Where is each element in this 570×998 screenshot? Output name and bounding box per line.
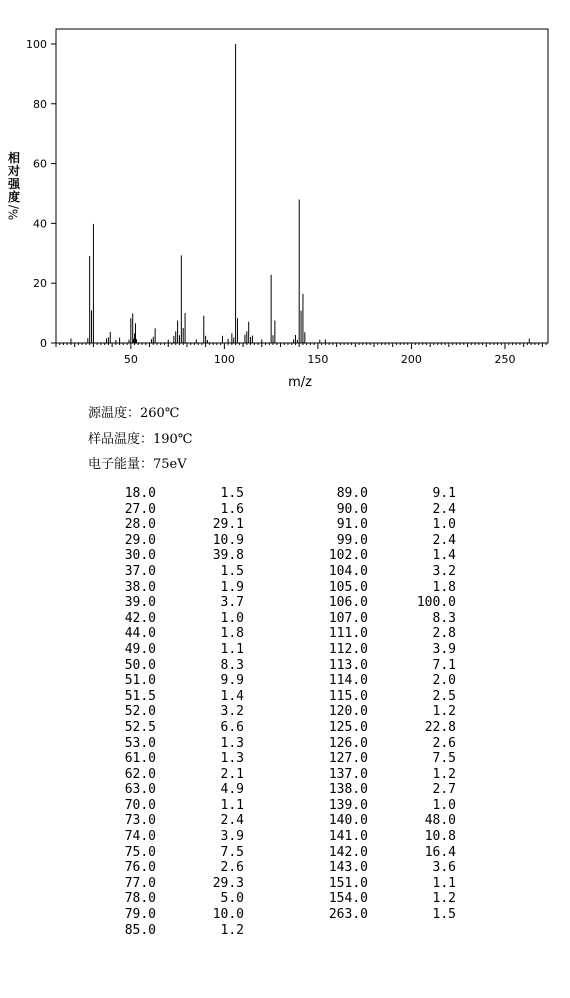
mz-value: 106.0 [328, 595, 368, 611]
intensity-value: 22.8 [424, 719, 456, 735]
mz-value: 52.0 [124, 704, 156, 720]
intensity-value: 2.7 [432, 782, 456, 798]
intensity-value: 1.1 [432, 875, 456, 891]
table-row [94, 860, 244, 876]
table-row [94, 751, 244, 767]
y-tick-label: 80 [33, 97, 47, 111]
intensity-value: 48.0 [424, 813, 456, 829]
mz-value: 73.0 [124, 813, 156, 829]
mz-value: 38.0 [124, 579, 156, 595]
intensity-value: 8.3 [432, 610, 456, 626]
spectrum-peaks [71, 44, 529, 343]
intensity-value: 1.0 [432, 517, 456, 533]
mz-value: 74.0 [124, 829, 156, 845]
table-row [306, 642, 456, 658]
table-row [306, 517, 456, 533]
mz-value: 18.0 [124, 486, 156, 501]
mz-value: 89.0 [336, 486, 368, 501]
mz-value: 75.0 [124, 844, 156, 860]
intensity-value: 7.5 [432, 751, 456, 767]
intensity-value: 1.5 [220, 563, 244, 579]
mz-value: 127.0 [328, 751, 368, 767]
intensity-value: 2.6 [220, 860, 244, 876]
y-tick-label: 0 [40, 337, 47, 350]
mz-value: 51.5 [124, 688, 156, 704]
intensity-value: 1.4 [432, 548, 456, 564]
mz-value: 115.0 [328, 688, 368, 704]
x-tick-label: 50 [123, 353, 138, 366]
table-row [94, 891, 244, 907]
intensity-value: 10.8 [424, 829, 456, 845]
mz-value: 142.0 [328, 844, 368, 860]
mz-value: 126.0 [328, 735, 368, 751]
intensity-value: 9.1 [432, 486, 456, 501]
mz-value: 28.0 [124, 517, 156, 533]
intensity-value: 1.6 [220, 501, 244, 517]
table-row [306, 891, 456, 907]
table-row [306, 751, 456, 767]
table-row [94, 658, 244, 674]
x-tick-label: 200 [400, 353, 422, 366]
table-row [306, 704, 456, 720]
mz-value: 90.0 [336, 501, 368, 517]
intensity-value: 1.0 [432, 797, 456, 813]
table-row [94, 907, 244, 923]
mz-value: 79.0 [124, 907, 156, 923]
intensity-value: 2.6 [432, 735, 456, 751]
intensity-value: 1.9 [220, 579, 244, 595]
intensity-value: 10.9 [212, 532, 244, 548]
table-row [306, 782, 456, 798]
mz-value: 50.0 [124, 657, 156, 673]
mz-value: 44.0 [124, 626, 156, 642]
mz-value: 99.0 [336, 532, 368, 548]
electron-energy: 电子能量：75eV [88, 457, 187, 472]
table-row [94, 502, 244, 518]
intensity-value: 1.8 [220, 626, 244, 642]
plot-frame [56, 29, 548, 343]
table-row [306, 720, 456, 736]
intensity-value: 5.0 [220, 891, 244, 907]
intensity-value: 7.1 [432, 657, 456, 673]
mz-value: 49.0 [124, 641, 156, 657]
table-row [94, 689, 244, 705]
table-row [306, 907, 456, 923]
y-axis-unit: %/ [6, 204, 21, 221]
intensity-value: 1.0 [220, 610, 244, 626]
mass-spectrum-chart [0, 0, 570, 395]
mz-value: 143.0 [328, 860, 368, 876]
mz-value: 77.0 [124, 875, 156, 891]
intensity-value: 1.1 [220, 797, 244, 813]
mz-value: 120.0 [328, 704, 368, 720]
intensity-value: 8.3 [220, 657, 244, 673]
intensity-value: 1.8 [432, 579, 456, 595]
intensity-value: 1.5 [220, 486, 244, 501]
table-row [94, 923, 244, 939]
intensity-value: 3.2 [432, 563, 456, 579]
x-tick-label: 250 [494, 353, 516, 366]
intensity-value: 3.9 [220, 829, 244, 845]
mz-value: 85.0 [124, 922, 156, 938]
intensity-value: 7.5 [220, 844, 244, 860]
table-row [306, 689, 456, 705]
table-row [94, 876, 244, 892]
mz-value: 70.0 [124, 797, 156, 813]
mz-value: 107.0 [328, 610, 368, 626]
table-row [94, 486, 244, 502]
table-row [94, 642, 244, 658]
intensity-value: 1.1 [220, 641, 244, 657]
y-axis-ticks [26, 38, 56, 350]
mz-value: 42.0 [124, 610, 156, 626]
mz-value: 114.0 [328, 673, 368, 689]
mz-value: 39.0 [124, 595, 156, 611]
table-row [94, 767, 244, 783]
y-tick-label: 100 [26, 37, 47, 51]
x-axis-label: m/z [288, 375, 312, 390]
intensity-value: 16.4 [424, 844, 456, 860]
mz-value: 51.0 [124, 673, 156, 689]
table-row [306, 595, 456, 611]
table-row [306, 829, 456, 845]
intensity-value: 1.5 [432, 907, 456, 923]
intensity-value: 3.9 [432, 641, 456, 657]
table-row [94, 533, 244, 549]
sample-temperature: 样品温度：190℃ [88, 432, 193, 447]
intensity-value: 1.2 [432, 766, 456, 782]
table-row [306, 798, 456, 814]
y-tick-label: 20 [33, 277, 47, 291]
intensity-value: 2.1 [220, 766, 244, 782]
y-axis-label [4, 152, 24, 219]
table-row [306, 502, 456, 518]
table-row [306, 611, 456, 627]
mz-value: 76.0 [124, 860, 156, 876]
mz-value: 37.0 [124, 563, 156, 579]
table-row [94, 595, 244, 611]
table-row [306, 860, 456, 876]
mz-value: 104.0 [328, 563, 368, 579]
plot-area [56, 29, 548, 343]
intensity-value: 2.4 [432, 532, 456, 548]
table-row [94, 580, 244, 596]
intensity-value: 3.2 [220, 704, 244, 720]
y-axis-title: 相对强度 [7, 151, 20, 204]
y-tick-label: 40 [33, 217, 47, 231]
x-axis-ticks [56, 343, 546, 366]
intensity-value: 1.4 [220, 688, 244, 704]
mz-value: 151.0 [328, 875, 368, 891]
intensity-value: 1.3 [220, 751, 244, 767]
intensity-value: 4.9 [220, 782, 244, 798]
table-row [306, 736, 456, 752]
intensity-value: 9.9 [220, 673, 244, 689]
table-row [94, 845, 244, 861]
intensity-value: 10.0 [212, 907, 244, 923]
intensity-value: 39.8 [212, 548, 244, 564]
source-temperature: 源温度：260℃ [88, 406, 180, 421]
mz-value: 30.0 [124, 548, 156, 564]
table-row [94, 517, 244, 533]
intensity-value: 100.0 [416, 595, 456, 611]
table-row [306, 564, 456, 580]
peak-table-right [306, 486, 456, 923]
y-tick-label: 60 [33, 157, 47, 171]
mz-value: 141.0 [328, 829, 368, 845]
mz-value: 105.0 [328, 579, 368, 595]
intensity-value: 2.4 [432, 501, 456, 517]
mz-value: 139.0 [328, 797, 368, 813]
mz-value: 113.0 [328, 657, 368, 673]
intensity-value: 2.4 [220, 813, 244, 829]
mz-value: 61.0 [124, 751, 156, 767]
intensity-value: 3.7 [220, 595, 244, 611]
mz-value: 140.0 [328, 813, 368, 829]
intensity-value: 2.0 [432, 673, 456, 689]
table-row [94, 813, 244, 829]
mz-value: 102.0 [328, 548, 368, 564]
table-row [94, 548, 244, 564]
mz-value: 52.5 [124, 719, 156, 735]
intensity-value: 1.3 [220, 735, 244, 751]
x-tick-label: 150 [307, 353, 329, 366]
table-row [94, 829, 244, 845]
table-row [306, 580, 456, 596]
table-row [94, 736, 244, 752]
mz-value: 62.0 [124, 766, 156, 782]
x-tick-label: 100 [213, 353, 235, 366]
table-row [94, 626, 244, 642]
mz-value: 27.0 [124, 501, 156, 517]
table-row [94, 704, 244, 720]
intensity-value: 2.5 [432, 688, 456, 704]
table-row [306, 845, 456, 861]
table-row [94, 782, 244, 798]
mz-value: 138.0 [328, 782, 368, 798]
mz-value: 78.0 [124, 891, 156, 907]
table-row [94, 720, 244, 736]
table-row [306, 767, 456, 783]
peak-table-left [94, 486, 244, 938]
table-row [94, 611, 244, 627]
table-row [306, 813, 456, 829]
mz-value: 154.0 [328, 891, 368, 907]
mz-value: 53.0 [124, 735, 156, 751]
table-row [306, 658, 456, 674]
intensity-value: 1.2 [432, 891, 456, 907]
table-row [306, 533, 456, 549]
mz-value: 263.0 [328, 907, 368, 923]
intensity-value: 2.8 [432, 626, 456, 642]
intensity-value: 29.1 [212, 517, 244, 533]
table-row [306, 673, 456, 689]
mz-value: 111.0 [328, 626, 368, 642]
intensity-value: 29.3 [212, 875, 244, 891]
mz-value: 125.0 [328, 719, 368, 735]
table-row [94, 564, 244, 580]
table-row [306, 486, 456, 502]
table-row [306, 548, 456, 564]
table-row [306, 876, 456, 892]
intensity-value: 3.6 [432, 860, 456, 876]
intensity-value: 6.6 [220, 719, 244, 735]
mz-value: 63.0 [124, 782, 156, 798]
table-row [306, 626, 456, 642]
table-row [94, 673, 244, 689]
intensity-value: 1.2 [432, 704, 456, 720]
mz-value: 137.0 [328, 766, 368, 782]
mz-value: 29.0 [124, 532, 156, 548]
mz-value: 112.0 [328, 641, 368, 657]
table-row [94, 798, 244, 814]
mz-value: 91.0 [336, 517, 368, 533]
intensity-value: 1.2 [220, 922, 244, 938]
